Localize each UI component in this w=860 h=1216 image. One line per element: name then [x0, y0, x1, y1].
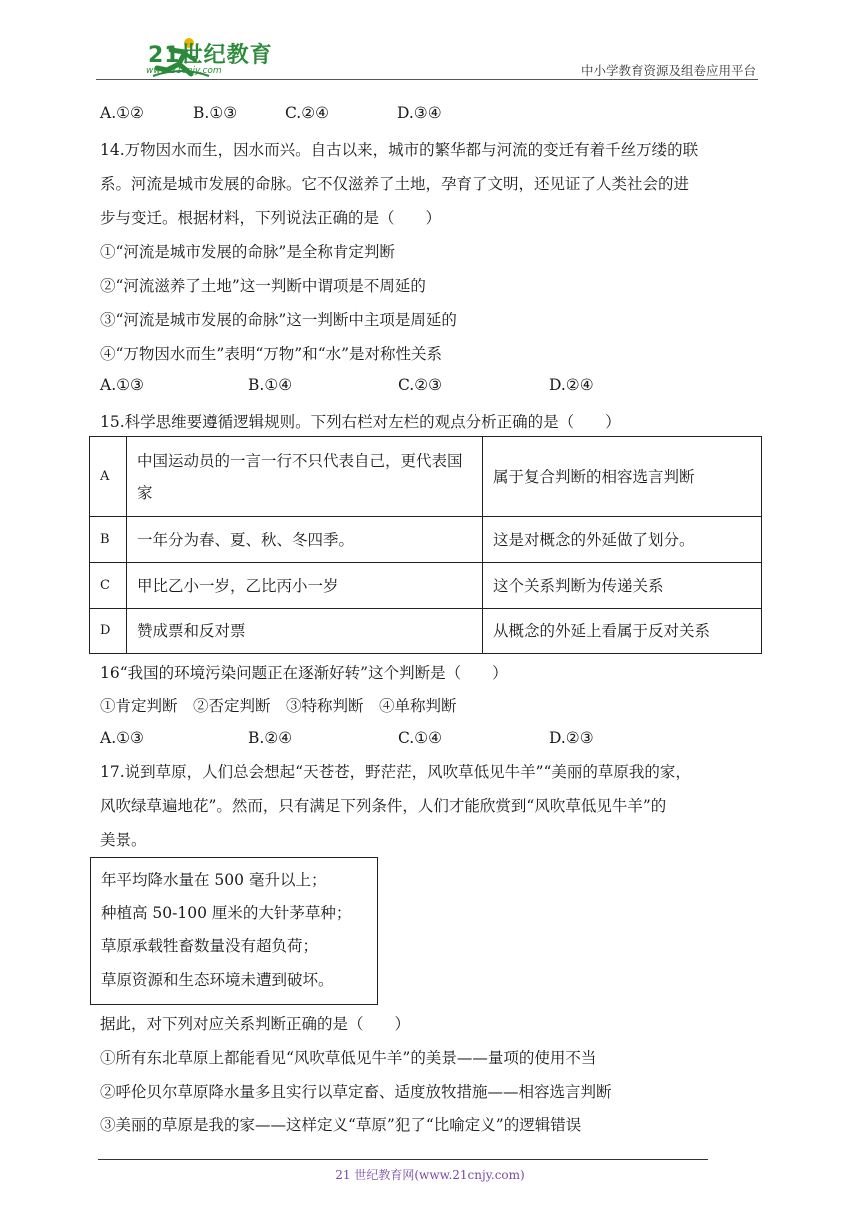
q14-option-d: D.②④ [549, 376, 594, 394]
q17-item: ③美丽的草原是我的家——这样定义“草原”犯了“比喻定义”的逻辑错误 [100, 1116, 582, 1134]
row-key: D [90, 609, 127, 654]
table-row [90, 609, 762, 654]
q14-item: ②“河流滋养了土地”这一判断中谓项是不周延的 [100, 277, 426, 295]
condition-item: 草原承载牲畜数量没有超负荷； [101, 937, 319, 955]
q14-option-c: C.②③ [398, 376, 443, 394]
row-statement: 赞成票和反对票 [127, 609, 483, 654]
q13-option-a: A.①② [100, 104, 144, 122]
q16-stem: 16“我国的环境污染问题正在逐渐好转”这个判断是（ ） [100, 664, 508, 682]
q17-item: ①所有东北草原上都能看见“风吹草低见牛羊”的美景——量项的使用不当 [100, 1049, 597, 1067]
row-statement: 一年分为春、夏、秋、冬四季。 [127, 517, 483, 563]
row-statement: 中国运动员的一言一行不只代表自己，更代表国家 [127, 437, 483, 517]
q15-stem: 15.科学思维要遵循逻辑规则。下列右栏对左栏的观点分析正确的是（ ） [100, 413, 621, 431]
q13-option-b: B.①③ [193, 104, 238, 122]
row-analysis: 这是对概念的外延做了划分。 [483, 517, 762, 563]
logo-url: www.21cnjy.com [146, 66, 222, 76]
platform-name: 中小学教育资源及组卷应用平台 [580, 63, 756, 78]
q14-item: ①“河流是城市发展的命脉”是全称肯定判断 [100, 243, 395, 261]
condition-item: 年平均降水量在 500 毫升以上； [101, 871, 327, 889]
row-analysis: 从概念的外延上看属于反对关系 [483, 609, 762, 654]
q16-option-c: C.①④ [398, 729, 443, 747]
q16-items: ①肯定判断 ②否定判断 ③特称判断 ④单称判断 [100, 697, 457, 715]
q13-option-c: C.②④ [285, 104, 330, 122]
condition-item: 草原资源和生态环境未遭到破坏。 [101, 971, 334, 989]
row-key: B [90, 517, 127, 563]
table-row [90, 517, 762, 563]
q16-option-b: B.②④ [248, 729, 293, 747]
condition-item: 种植高 50-100 厘米的大针茅草种； [101, 904, 352, 922]
q17-stem-line: 风吹绿草遍地花”。然而，只有满足下列条件，人们才能欣赏到“风吹草低见牛羊”的 [100, 797, 667, 815]
footer-link[interactable]: 21 世纪教育网(www.21cnjy.com) [335, 1168, 525, 1182]
footer-divider [98, 1159, 708, 1160]
logo-text: 21世纪教育 [148, 43, 273, 68]
row-key: C [90, 563, 127, 609]
conditions-box [90, 857, 378, 1005]
q16-option-a: A.①③ [100, 729, 144, 747]
q16-option-d: D.②③ [549, 729, 594, 747]
q14-stem-line: 步与变迁。根据材料，下列说法正确的是（ ） [100, 209, 442, 227]
q17-stem-line: 17.说到草原，人们总会想起“天苍苍，野茫茫，风吹草低见牛羊”“美丽的草原我的家， [100, 763, 691, 781]
q14-option-a: A.①③ [100, 376, 144, 394]
q14-option-b: B.①④ [248, 376, 293, 394]
table-row [90, 437, 762, 517]
q17-question: 据此，对下列对应关系判断正确的是（ ） [100, 1015, 411, 1033]
header-divider [96, 79, 758, 80]
q14-item: ③“河流是城市发展的命脉”这一判断中主项是周延的 [100, 311, 457, 329]
q14-stem-line: 14.万物因水而生，因水而兴。自古以来，城市的繁华都与河流的变迁有着千丝万缕的联 [100, 141, 699, 159]
row-statement: 甲比乙小一岁，乙比丙小一岁 [127, 563, 483, 609]
q14-item: ④“万物因水而生”表明“万物”和“水”是对称性关系 [100, 345, 443, 363]
row-key: A [90, 437, 127, 517]
q17-stem-line: 美景。 [100, 831, 147, 849]
table-row [90, 563, 762, 609]
q14-stem-line: 系。河流是城市发展的命脉。它不仅滋养了土地，孕育了文明，还见证了人类社会的进 [100, 175, 690, 193]
row-analysis: 这个关系判断为传递关系 [483, 563, 762, 609]
row-analysis: 属于复合判断的相容选言判断 [483, 437, 762, 517]
q15-table [89, 436, 762, 654]
q17-item: ②呼伦贝尔草原降水量多且实行以草定畜、适度放牧措施——相容选言判断 [100, 1083, 612, 1101]
q13-option-d: D.③④ [397, 104, 442, 122]
